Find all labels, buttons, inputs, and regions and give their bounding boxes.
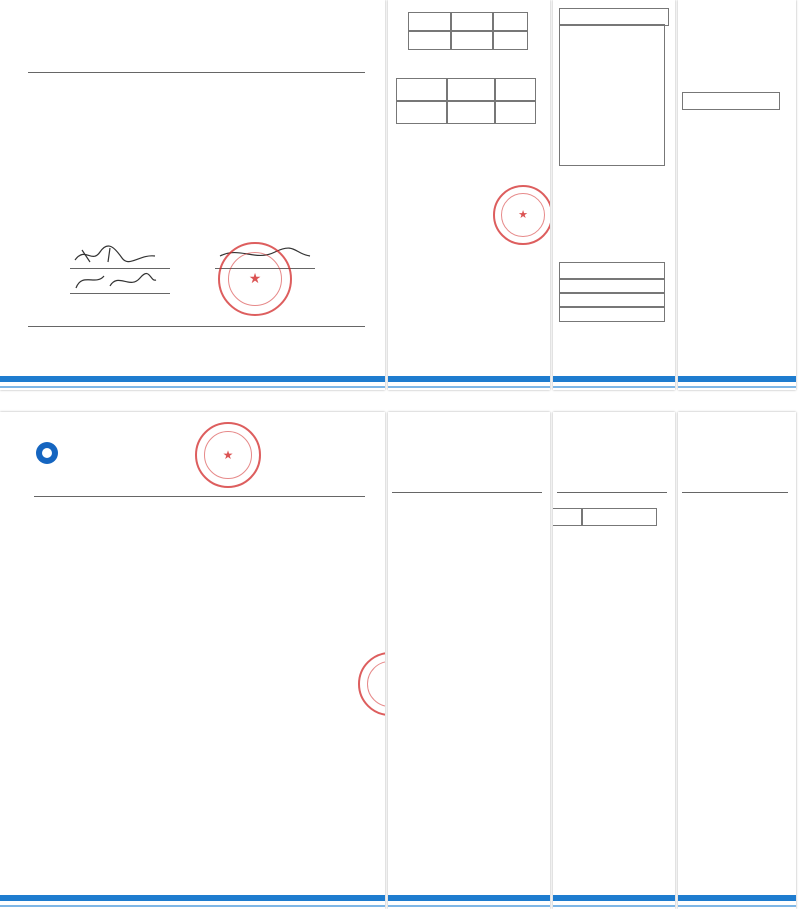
p2-cell-before <box>396 100 448 124</box>
p2-header-result <box>408 12 452 32</box>
cas-logo-inner <box>42 448 52 458</box>
report-page-6 <box>388 412 550 909</box>
p2-header-other <box>494 78 536 102</box>
p2-cell-after <box>446 100 496 124</box>
p3-row-3 <box>559 306 665 322</box>
p2-header-before <box>396 78 448 102</box>
red-seal-p2: ★ <box>493 185 550 245</box>
report-page-7 <box>553 412 675 909</box>
report-page-5 <box>0 412 385 909</box>
p2-cell-other <box>494 100 536 124</box>
p2-cell-judge <box>492 30 528 50</box>
p4-header <box>682 92 780 110</box>
p2-header-judge <box>492 12 528 32</box>
report-page-8 <box>678 412 796 909</box>
p7-header-1 <box>553 508 583 526</box>
report-page-3 <box>553 0 675 390</box>
red-seal-p5: ★ <box>195 422 261 488</box>
p2-cell-result <box>408 30 452 50</box>
p7-header-2 <box>581 508 657 526</box>
report-page-4 <box>678 0 796 390</box>
report-page-2 <box>388 0 550 390</box>
red-seal-p5-edge <box>358 652 385 716</box>
p2-cell-limit <box>450 30 494 50</box>
red-official-seal: ★ <box>218 242 292 316</box>
p3-value <box>559 24 665 166</box>
report-page-1 <box>0 0 385 390</box>
signature-compiler <box>70 242 160 268</box>
p2-header-after <box>446 78 496 102</box>
p2-header-limit <box>450 12 494 32</box>
signature-reviewer <box>70 268 160 294</box>
